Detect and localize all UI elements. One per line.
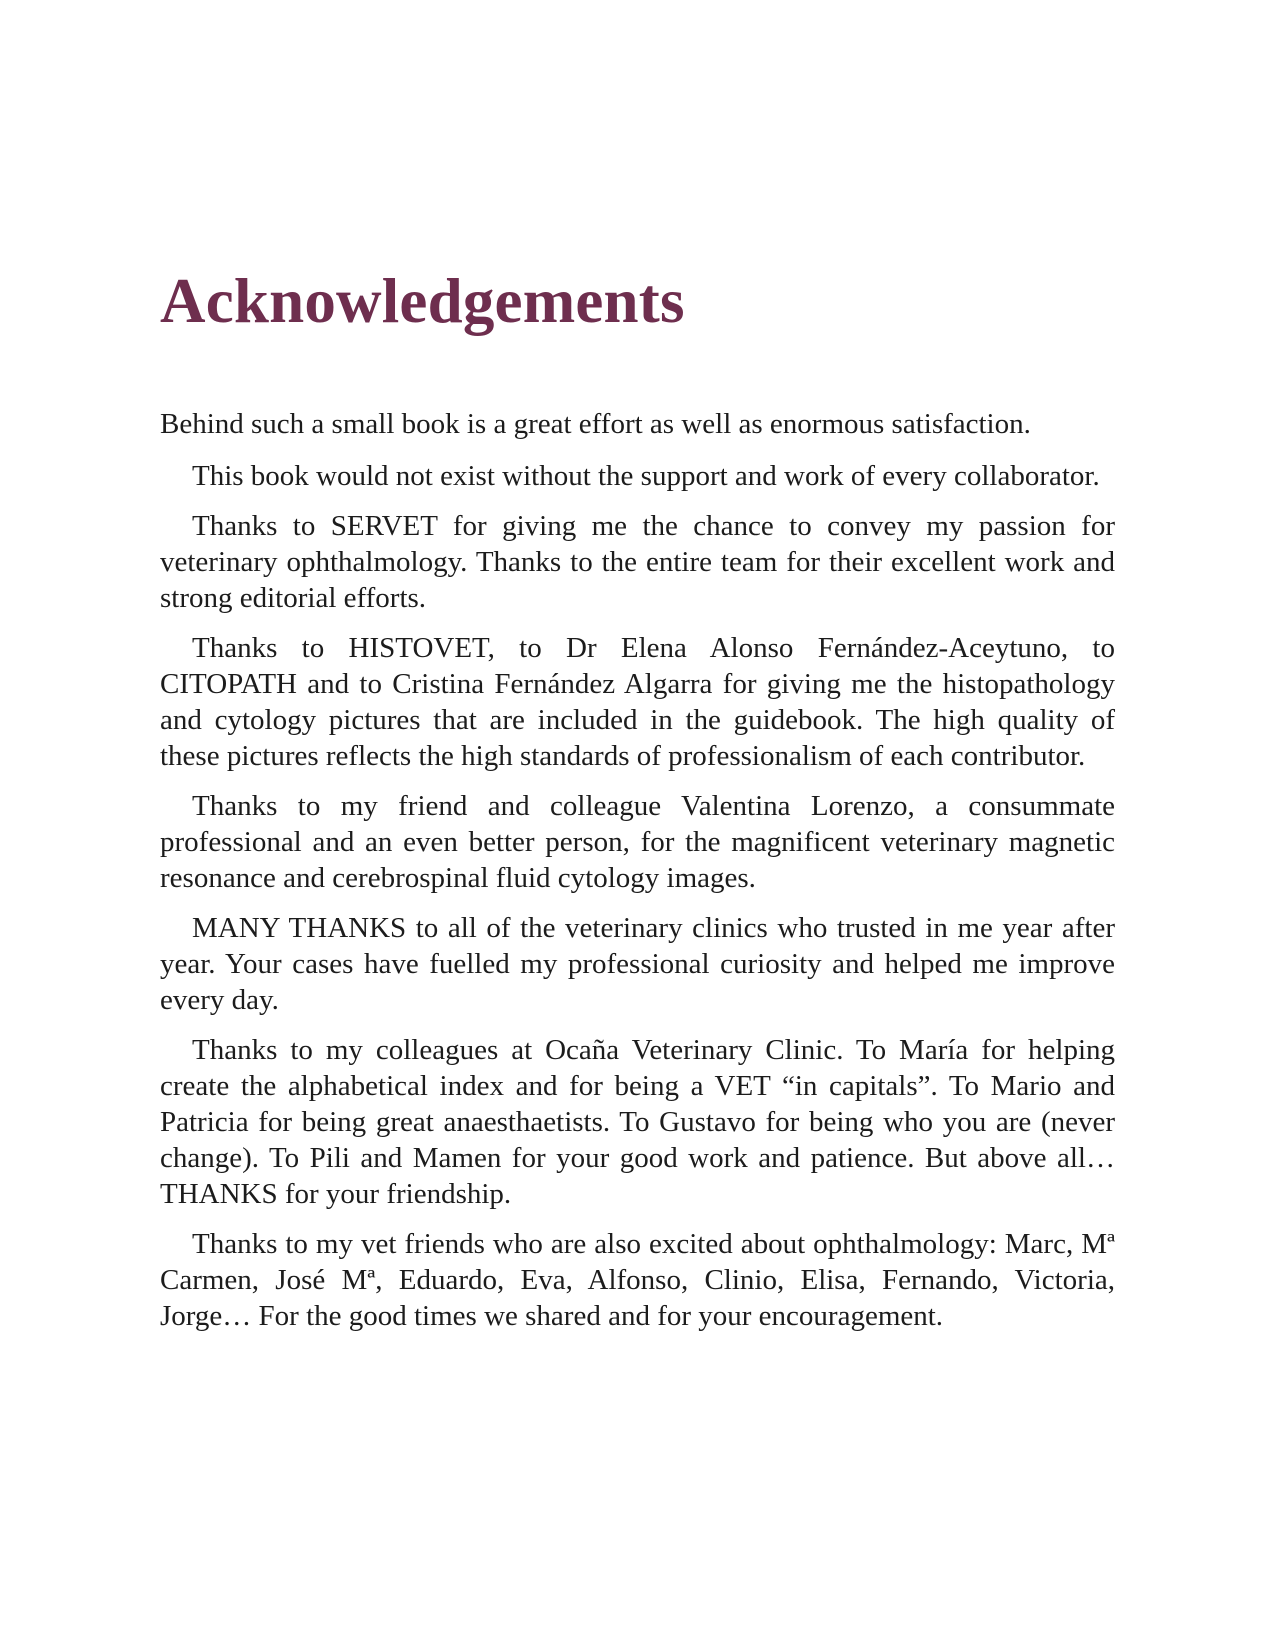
paragraph-collaborators: This book would not exist without the support and work of every collaborator. <box>192 460 1100 492</box>
acknowledgements-body <box>160 406 1115 1334</box>
paragraph-histovet: Thanks to HISTOVET, to Dr Elena Alonso Fernández-Aceytuno, to CITOPATH and to Cristina Fernández Algarra for giving me the histopathology and cytology pictures that are included in the guidebook. The high quality of these pictures reflects the high standards of professionalism of each contributor. <box>160 632 1115 772</box>
page-title: Acknowledgements <box>160 266 685 336</box>
paragraph-clinics: MANY THANKS to all of the veterinary clinics who trusted in me year after year. Your cases have fuelled my professional curiosity and helped me improve every day. <box>160 912 1115 1016</box>
paragraph-intro: Behind such a small book is a great effort as well as enormous satisfaction. <box>160 408 1031 440</box>
paragraph-valentina: Thanks to my friend and colleague Valentina Lorenzo, a consummate professional and an even better person, for the magnificent veterinary magnetic resonance and cerebrospinal fluid cytology images. <box>160 790 1115 894</box>
document-page <box>160 266 1115 1348</box>
paragraph-servet: Thanks to SERVET for giving me the chance to convey my passion for veterinary ophthalmology. Thanks to the entire team for their excellent work and strong editorial efforts. <box>160 510 1115 614</box>
paragraph-vet-friends: Thanks to my vet friends who are also excited about ophthalmology: Marc, Mª Carmen, José Mª, Eduardo, Eva, Alfonso, Clinio, Elisa, Fernando, Victoria, Jorge… For the good times we shared and for your encouragement. <box>160 1228 1115 1332</box>
paragraph-ocana-colleagues: Thanks to my colleagues at Ocaña Veterinary Clinic. To María for helping create the alphabetical index and for being a VET “in capitals”. To Mario and Patricia for being great anaesthaetists. To Gustavo for being who you are (never change). To Pili and Mamen for your good work and patience. But above all… THANKS for your friendship. <box>160 1034 1115 1210</box>
